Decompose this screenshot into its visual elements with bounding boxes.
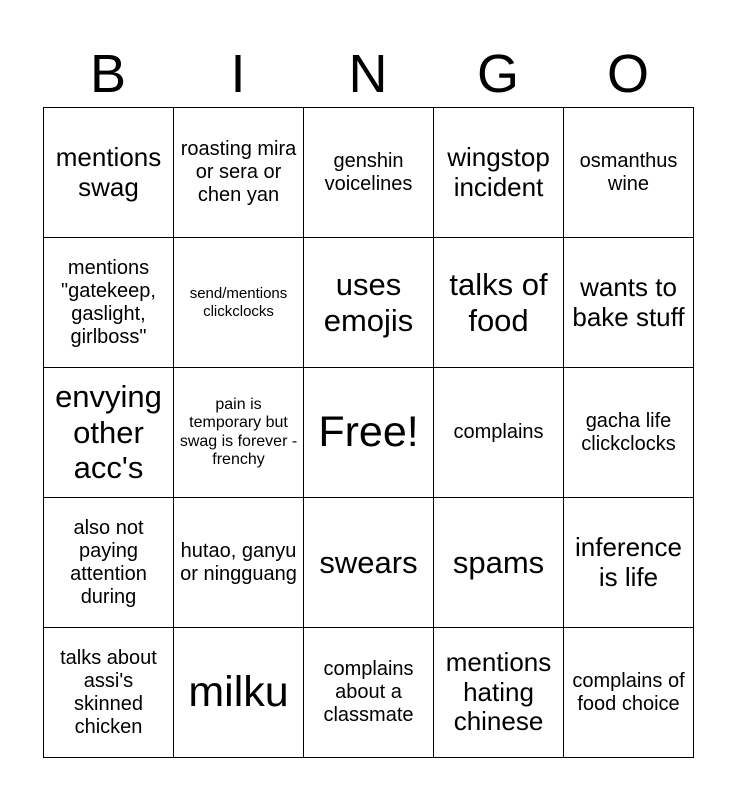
bingo-cell[interactable]: swears [304, 498, 434, 628]
bingo-cell[interactable]: spams [434, 498, 564, 628]
bingo-cell[interactable]: pain is temporary but swag is forever - frenchy [174, 368, 304, 498]
bingo-cell[interactable]: inference is life [564, 498, 694, 628]
bingo-cell[interactable]: osmanthus wine [564, 108, 694, 238]
bingo-cell[interactable]: send/mentions clickclocks [174, 238, 304, 368]
bingo-cell[interactable]: roasting mira or sera or chen yan [174, 108, 304, 238]
board-row [44, 368, 694, 498]
bingo-cell[interactable]: milku [174, 628, 304, 758]
bingo-cell[interactable]: complains of food choice [564, 628, 694, 758]
header-letter-n: N [348, 44, 388, 104]
bingo-cell[interactable]: wingstop incident [434, 108, 564, 238]
bingo-header [43, 42, 693, 106]
bingo-cell[interactable]: genshin voicelines [304, 108, 434, 238]
board-row [44, 108, 694, 238]
bingo-cell[interactable]: talks about assi's skinned chicken [44, 628, 174, 758]
bingo-cell-free[interactable]: Free! [304, 368, 434, 498]
bingo-cell[interactable]: envying other acc's [44, 368, 174, 498]
bingo-cell[interactable]: mentions "gatekeep, gaslight, girlboss" [44, 238, 174, 368]
bingo-cell[interactable]: talks of food [434, 238, 564, 368]
bingo-cell[interactable]: mentions swag [44, 108, 174, 238]
board-row [44, 498, 694, 628]
header-letter-o: O [606, 44, 649, 104]
header-letter-g: G [476, 44, 519, 104]
bingo-cell[interactable]: complains [434, 368, 564, 498]
bingo-cell[interactable]: uses emojis [304, 238, 434, 368]
header-letter-i: I [230, 44, 246, 104]
bingo-cell[interactable]: mentions hating chinese [434, 628, 564, 758]
bingo-cell[interactable]: wants to bake stuff [564, 238, 694, 368]
bingo-cell[interactable]: hutao, ganyu or ningguang [174, 498, 304, 628]
header-letter-b: B [89, 44, 127, 104]
bingo-cell[interactable]: also not paying attention during [44, 498, 174, 628]
bingo-cell[interactable]: gacha life clickclocks [564, 368, 694, 498]
bingo-cell[interactable]: complains about a classmate [304, 628, 434, 758]
bingo-board [43, 107, 694, 758]
board-row [44, 238, 694, 368]
board-row [44, 628, 694, 758]
